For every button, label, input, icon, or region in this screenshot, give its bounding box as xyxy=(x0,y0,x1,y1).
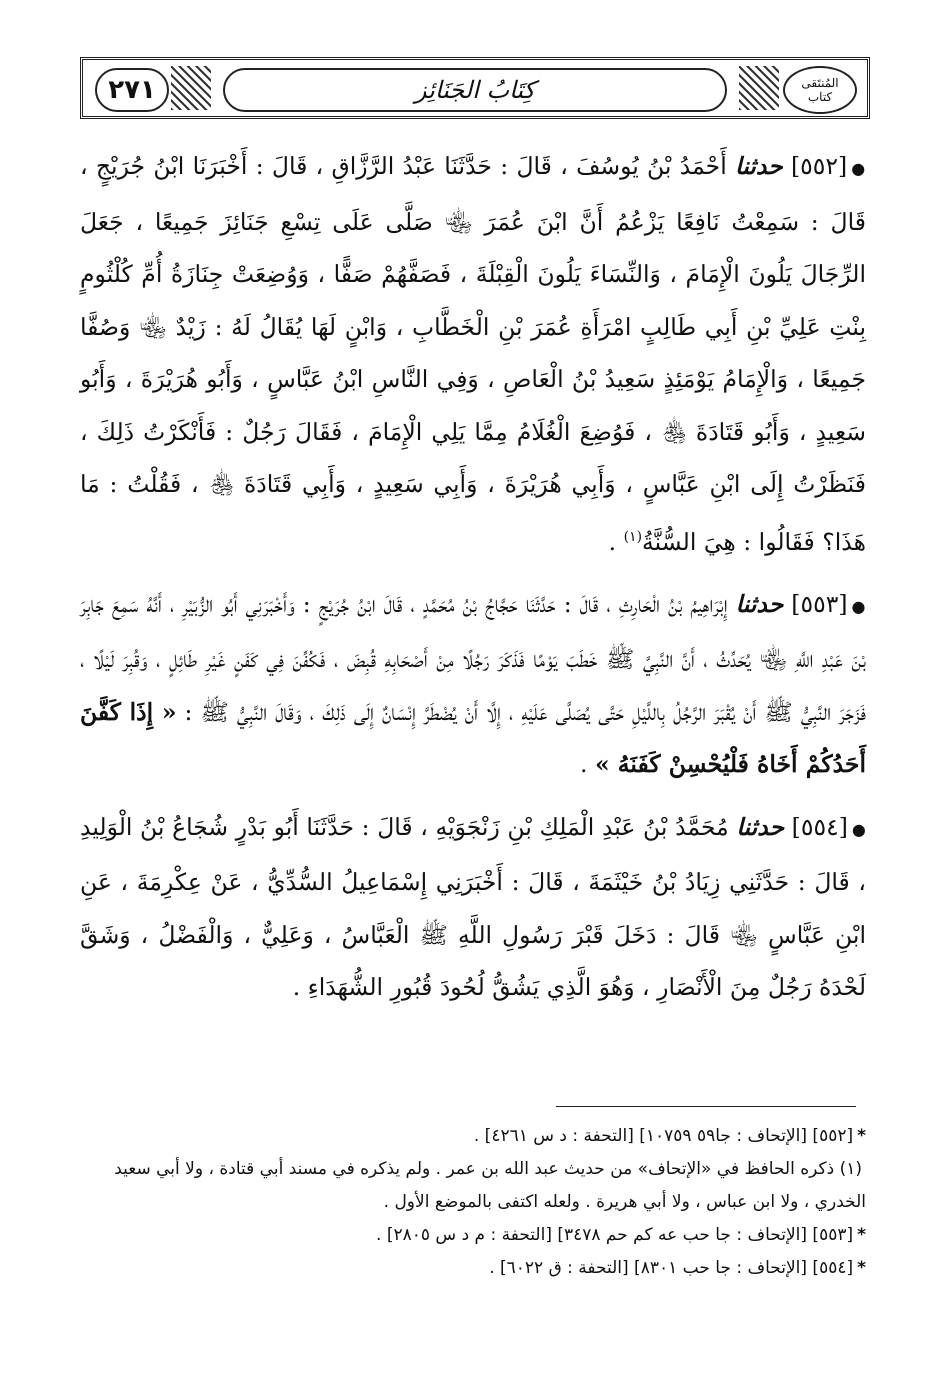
hadith-number: [٥٥٤] xyxy=(791,812,848,841)
chapter-title: كِتَابُ الجَنَائِز xyxy=(223,68,727,112)
page-number: ٢٧١ xyxy=(95,68,169,112)
hadith-text: أَحْمَدُ بْنُ يُوسُفَ ، قَالَ : حَدَّثَنَا عَبْدُ الرَّزَّاقِ ، قَالَ : أَخْبَرَنَا ابْنُ جُرَيْجٍ ، قَالَ : سَمِعْتُ نَافِعًا يَزْعُمُ أَنَّ ابْنَ عُمَرَ ﵄ صَلَّى عَلَى تِسْعِ جَنَائِزَ جَمِيعًا ، جَعَلَ الرِّجَالَ يَلُونَ الْإِمَامَ ، وَالنِّسَاءَ يَلُونَ الْقِبْلَةَ ، فَصَفَّهُمْ صَفًّا ، وَوُضِعَتْ جِنَازَةُ أُمِّ كُلْثُومٍ بِنْتِ عَلِيِّ بْنِ أَبِي طَالِبٍ امْرَأَةِ عُمَرَ بْنِ الْخَطَّابِ ، وَابْنٍ لَهَا يُقَالُ لَهُ : زَيْدٌ ﵄ وَصُفَّا جَمِيعًا ، وَالْإِمَامُ يَوْمَئِذٍ سَعِيدُ بْنُ الْعَاصِ ، وَفِي النَّاسِ ابْنُ عَبَّاسٍ ، وَأَبُو هُرَيْرَةَ ، وَأَبُو سَعِيدٍ ، وَأَبُو قَتَادَةَ ﵃ ، فَوُضِعَ الْغُلَامُ مِمَّا يَلِي الْإِمَامَ ، فَقَالَ رَجُلٌ : فَأَنْكَرْتُ ذَلِكَ ، فَنَظَرْتُ إِلَى ابْنِ عَبَّاسٍ ، وَأَبِي هُرَيْرَةَ ، وَأَبِي سَعِيدٍ ، وَأَبِي قَتَادَةَ ﵃ ، فَقُلْتُ : مَا هَذَا؟ فَقَالُوا : هِيَ السُّنَّةُ xyxy=(80,152,866,556)
footnote-star: * xyxy=(857,1258,866,1278)
bullet-icon: ● xyxy=(851,819,866,839)
hadith-554 xyxy=(80,801,866,1014)
hadith-number: [٥٥٢] xyxy=(791,152,848,180)
bullet-icon: ● xyxy=(851,596,866,616)
main-text xyxy=(80,140,866,1014)
bullet-icon: ● xyxy=(851,159,866,178)
hadith-text: مُحَمَّدُ بْنُ عَبْدِ الْمَلِكِ بْنِ زَنْجَوَيْهِ ، قَالَ : حَدَّثَنَا أَبُو بَدْرٍ شُجَاعُ بْنُ الْوَلِيدِ ، قَالَ : حَدَّثَنِي زِيَادُ بْنُ خَيْثَمَةَ ، قَالَ : أَخْبَرَنِي إِسْمَاعِيلُ السُّدِّيُّ ، عَنْ عِكْرِمَةَ ، عَنِ ابْنِ عَبَّاسٍ ﵄ قَالَ : دَخَلَ قَبْرَ رَسُولِ اللَّهِ ﷺ الْعَبَّاسُ ، وَعَلِيٌّ ، وَالْفَضْلُ ، وَشَقَّ لَحْدَهُ رَجُلٌ مِنَ الْأَنْصَارِ ، وَهُوَ الَّذِي يَشُقُّ لُحُودَ قُبُورِ الشُّهَدَاءِ xyxy=(80,812,866,1002)
hadith-number: [٥٥٣] xyxy=(791,589,848,618)
haddathana-label: حدثنا xyxy=(735,589,784,618)
footnote-ref[interactable]: (١) xyxy=(623,528,643,545)
footnote-552 xyxy=(80,1120,866,1153)
footnote-star: * xyxy=(857,1225,866,1245)
page-header xyxy=(80,57,870,119)
book-seal-logo xyxy=(783,66,857,114)
footnote-divider xyxy=(556,1106,856,1107)
footnote-1 xyxy=(80,1153,866,1219)
footnote-553 xyxy=(80,1219,866,1252)
footnote-star: * xyxy=(857,1126,866,1146)
footnotes xyxy=(80,1120,866,1285)
hadith-ending: . xyxy=(292,973,308,1002)
decorative-band-right xyxy=(739,66,779,110)
footnote-text: (١) ذكره الحافظ في «الإتحاف» من حديث عبد الله بن عمر . ولم يذكره في مسند أبي قتادة ، ولا أبي سعيد الخدري ، ولا ابن عباس ، ولا أبي هريرة . ولعله اكتفى بالموضع الأول . xyxy=(114,1159,866,1212)
footnote-text: [٥٥٤] [الإتحاف : جا حب ٨٣٠١] [التحفة : ق ٦٠٢٢] . xyxy=(489,1258,854,1278)
footnote-text: [٥٥٣] [الإتحاف : جا حب عه كم حم ٣٤٧٨] [التحفة : م د س ٢٨٠٥] . xyxy=(376,1225,854,1245)
hadith-ending: . xyxy=(608,527,624,556)
footnote-text: [٥٥٢] [الإتحاف : جا٥٩ ١٠٧٥٩] [التحفة : د س ٤٢٦١] . xyxy=(473,1126,854,1146)
footnote-554 xyxy=(80,1252,866,1285)
prophetic-quote: « إِذَا كَفَّنَ أَحَدُكُمْ أَخَاهُ فَلْيُحْسِنْ كَفَنَهُ » xyxy=(80,697,866,779)
decorative-band-left xyxy=(171,66,211,110)
hadith-552 xyxy=(80,140,866,568)
hadith-text: إِبْرَاهِيمُ بْنُ الْحَارِثِ ، قَالَ : حَدَّثَنَا حَجَّاجُ بْنُ مُحَمَّدٍ ، قَالَ ابْنُ جُرَيْجٍ : وَأَخْبَرَنِي أَبُو الزُّبَيْرِ ، أَنَّهُ سَمِعَ جَابِرَ بْنَ عَبْدِ اللَّهِ ﵄ يُحَدِّثُ ، أَنَّ النَّبِيَّ ﷺ خَطَبَ يَوْمًا فَذَكَرَ رَجُلًا مِنْ أَصْحَابِهِ قُبِضَ ، فَكُفِّنَ فِي كَفَنٍ غَيْرِ طَائِلٍ ، وَقُبِرَ لَيْلًا ، فَزَجَرَ النَّبِيُّ ﷺ أَنْ يُقْبَرَ الرَّجُلُ بِاللَّيْلِ حَتَّى يُصَلَّى عَلَيْهِ ، إِلَّا أَنْ يُضْطَرَّ إِنْسَانٌ إِلَى ذَلِكَ ، وَقَالَ النَّبِيُّ ﷺ : xyxy=(80,589,866,726)
seal-line-2: كتاب xyxy=(807,90,833,104)
hadith-553 xyxy=(80,578,866,791)
haddathana-label: حدثنا xyxy=(735,152,783,180)
seal-line-1: المُنتَقى xyxy=(801,76,839,90)
hadith-ending: . xyxy=(579,750,595,779)
haddathana-label: حدثنا xyxy=(736,812,785,841)
